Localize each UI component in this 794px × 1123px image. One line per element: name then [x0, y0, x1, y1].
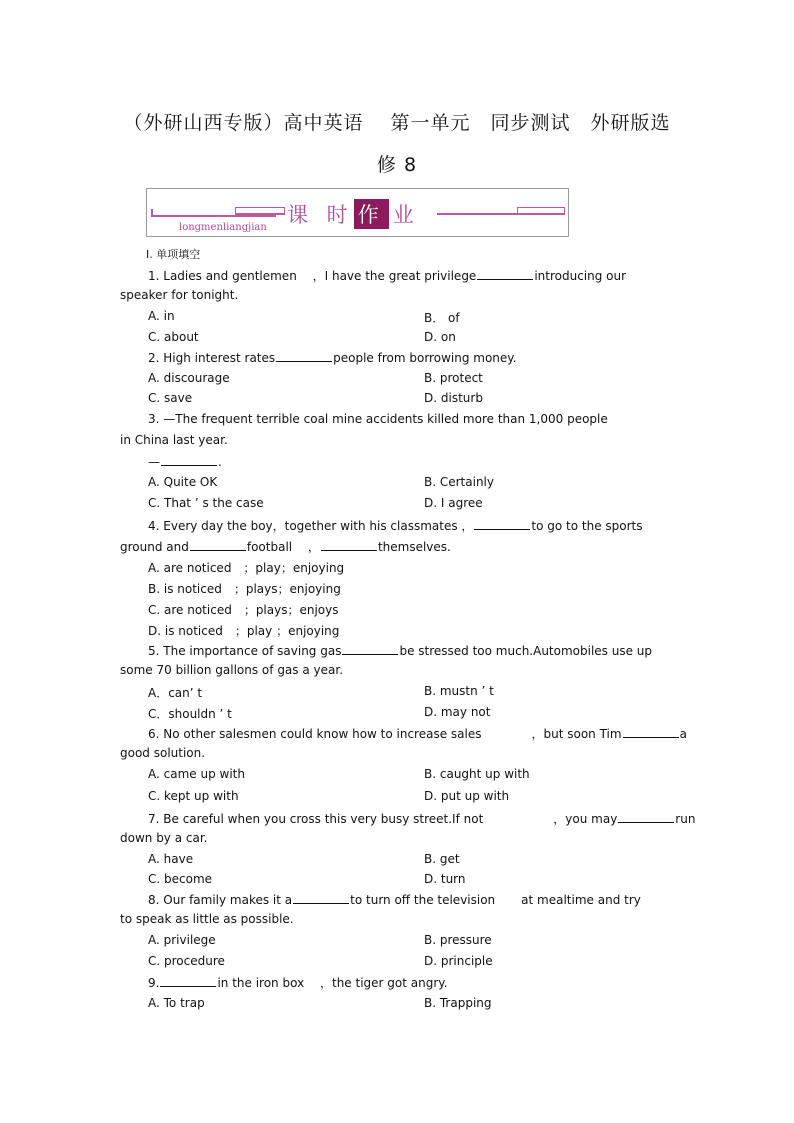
question-text: ground and [120, 540, 189, 554]
question-9-option-b: B. Trapping [424, 996, 492, 1010]
question-3-option-c: C. That ’ s the case [148, 496, 264, 510]
question-text: football ， [246, 540, 320, 554]
question-6-line-2: good solution. [120, 746, 206, 760]
question-text: ，you may [553, 812, 618, 826]
banner-bracket-left [151, 209, 153, 216]
question-7-option-d: D. turn [424, 872, 466, 886]
question-9-option-a: A. To trap [148, 996, 205, 1010]
document-title-line-1: （外研山西专版）高中英语 第一单元 同步测试 外研版选 [123, 112, 671, 134]
question-1-option-b: B． of [424, 311, 460, 325]
question-2-option-c: C. save [148, 391, 193, 405]
answer-blank [321, 539, 377, 551]
question-7-line-2: down by a car. [120, 831, 208, 845]
question-3-option-b: B. Certainly [424, 475, 494, 489]
question-text: introducing our [534, 269, 627, 283]
question-text: 8. Our family makes it a [148, 893, 293, 907]
question-4-option-d: D. is noticed ；play ；enjoying [148, 624, 340, 638]
question-2-line-1 [148, 350, 516, 365]
question-text: be stressed too much.Automobiles use up [399, 644, 653, 658]
question-4-option-c: C. are noticed ；plays；enjoys [148, 603, 339, 617]
question-5-line-1 [148, 643, 652, 658]
banner-bracket-right [517, 207, 565, 214]
question-5-option-d: D. may not [424, 705, 491, 719]
question-5-line-2: some 70 billion gallons of gas a year. [120, 663, 344, 677]
answer-blank [618, 811, 674, 823]
question-4-line-2 [120, 538, 451, 555]
question-1-line-1 [148, 267, 626, 284]
banner-line-left [151, 215, 276, 217]
document-title-line-2: 修 8 [376, 154, 418, 176]
section-title: Ⅰ. 单项填空 [146, 248, 201, 261]
answer-blank [276, 350, 332, 362]
question-6-option-b: B. caught up with [424, 767, 530, 781]
question-1-option-c: C. about [148, 330, 199, 344]
banner-heading-part-a: 课 时 [287, 203, 354, 227]
question-6-line-1 [148, 725, 687, 742]
banner-bracket-mid [235, 207, 285, 214]
question-3-option-a: A. Quite OK [148, 475, 218, 489]
answer-blank [342, 643, 398, 655]
question-text: 2. High interest rates [148, 351, 276, 365]
answer-blank [190, 539, 246, 551]
question-text: . [218, 455, 222, 469]
question-8-line-1 [148, 892, 641, 907]
question-1-line-2: speaker for tonight. [120, 288, 239, 302]
question-1-option-a: A. in [148, 309, 175, 323]
question-2-option-b: B. protect [424, 371, 483, 385]
banner-heading-highlight: 作 [354, 199, 389, 229]
question-8-line-2: to speak as little as possible. [120, 912, 294, 926]
question-text: to go to the sports [531, 519, 643, 533]
question-7-line-1 [148, 810, 695, 827]
question-8-option-a: A. privilege [148, 933, 216, 947]
question-4-option-b: B. is noticed ；plays；enjoying [148, 582, 341, 596]
answer-blank [474, 518, 530, 530]
question-6-option-a: A. came up with [148, 767, 245, 781]
question-6-option-c: C. kept up with [148, 789, 239, 803]
question-3-line-1: 3. —The frequent terrible coal mine accidents killed more than 1,000 people [148, 412, 608, 426]
question-text: 7. Be careful when you cross this very busy street.If not [148, 812, 484, 826]
question-text: people from borrowing money. [333, 351, 517, 365]
answer-blank [160, 975, 216, 987]
question-3-option-d: D. I agree [424, 496, 483, 510]
question-7-option-c: C. become [148, 872, 213, 886]
question-8-option-c: C. procedure [148, 954, 225, 968]
question-text: run [675, 812, 696, 826]
question-8-option-b: B. pressure [424, 933, 492, 947]
question-text: themselves. [377, 540, 451, 554]
section-banner [146, 188, 569, 237]
question-4-line-1 [148, 517, 643, 534]
question-7-option-a: A. have [148, 852, 194, 866]
question-text: a [679, 727, 687, 741]
banner-heading [287, 199, 420, 229]
question-5-option-b: B. mustn ’ t [424, 684, 494, 698]
question-1-option-d: D. on [424, 330, 456, 344]
question-7-option-b: B. get [424, 852, 460, 866]
question-2-option-a: A. discourage [148, 371, 230, 385]
question-5-option-a: A．can’ t [148, 686, 203, 700]
question-text: 9. [148, 976, 160, 990]
question-text: — [148, 455, 160, 469]
question-3-line-2: in China last year. [120, 433, 228, 447]
banner-heading-part-c: 业 [392, 203, 420, 227]
question-text: 1. Ladies and gentlemen ，I have the great privilege [148, 269, 477, 283]
question-3-line-3 [148, 454, 222, 469]
question-text: at mealtime and try [521, 893, 641, 907]
question-5-option-c: C．shouldn ’ t [148, 707, 232, 721]
answer-blank [161, 454, 217, 466]
answer-blank [477, 268, 533, 280]
question-text: 6. No other salesmen could know how to increase sales [148, 727, 482, 741]
question-8-option-d: D. principle [424, 954, 493, 968]
question-text: ，but soon Tim [531, 727, 622, 741]
question-2-option-d: D. disturb [424, 391, 483, 405]
question-text: to turn off the television [350, 893, 496, 907]
question-text: 5. The importance of saving gas [148, 644, 342, 658]
answer-blank [623, 726, 679, 738]
question-4-option-a: A. are noticed ；play；enjoying [148, 561, 345, 575]
question-6-option-d: D. put up with [424, 789, 510, 803]
question-text: 4. Every day the boy，together with his classmates ， [148, 519, 474, 533]
answer-blank [293, 892, 349, 904]
question-text: in the iron box ，the tiger got angry. [217, 976, 448, 990]
banner-pinyin: longmenliangjian [179, 222, 267, 233]
question-9-line-1 [148, 974, 447, 991]
